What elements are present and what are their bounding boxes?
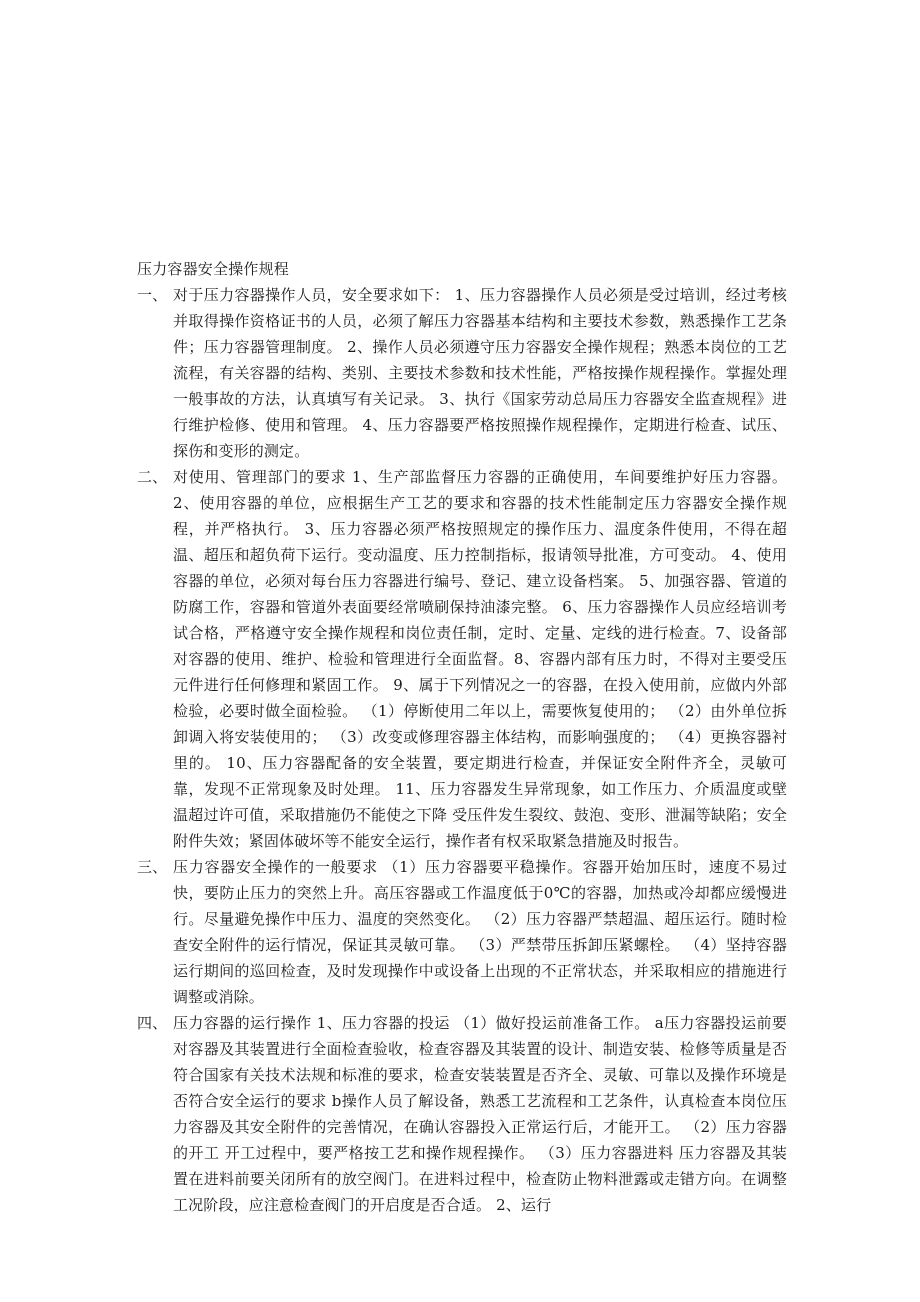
section-text: 压力容器安全操作的一般要求 （1）压力容器要平稳操作。容器开始加压时，速度不易过快，要防止压力的突然上升。高压容器或工作温度低于0℃的容器，加热或冷却都应缓慢进行。尽量避免操作中压力、温度的突然变化。 （2）压力容器严禁超温、超压运行。随时检查安全附件的运行情况，保证其灵敏可靠。 （3）严禁带压拆卸压紧螺栓。 （4）坚持容器运行期间的巡回检查，及时发现操作中或设备上出现的不正常状态，并采取相应的措施进行调整或消除。 bbox=[173, 858, 787, 1006]
section-text: 压力容器的运行操作 1、压力容器的投运 （1）做好投运前准备工作。 a压力容器投运前要对容器及其装置进行全面检查验收，检查容器及其装置的设计、制造安装、检修等质量是否符合国家有关技术法规和标准的要求，检查安装装置是否齐全、灵敏、可靠以及操作环境是否符合安全运行的要求 b操作人员了解设备，熟悉工艺流程和工艺条件，认真检查本岗位压力容器及其安全附件的完善情况，在确认容器投入正常运行后，才能开工。 （2）压力容器的开工 开工过程中，要严格按工艺和操作规程操作。 （3）压力容器进料 压力容器及其装置在进料前要关闭所有的放空阀门。在进料过程中，检查防止物料泄露或走错方向。在调整工况阶段，应注意检查阀门的开启度是否合适。 2、运行 bbox=[173, 1014, 787, 1214]
section-text: 对使用、管理部门的要求 1、生产部监督压力容器的正确使用，车间要维护好压力容器。 2、使用容器的单位，应根据生产工艺的要求和容器的技术性能制定压力容器安全操作规程，并严格执行。 3、压力容器必须严格按照规定的操作压力、温度条件使用，不得在超温、超压和超负荷下运行。变动温度、压力控制指标，报请领导批准，方可变动。 4、使用容器的单位，必须对每台压力容器进行编号、登记、建立设备档案。 5、加强容器、管道的防腐工作，容器和管道外表面要经常喷刷保持油漆完整。 6、压力容器操作人员应经培训考试合格，严格遵守安全操作规程和岗位责任制，定时、定量、定线的进行检查。7、设备部对容器的使用、维护、检验和管理进行全面监督。8、容器内部有压力时，不得对主要受压元件进行任何修理和紧固工作。 9、属于下列情况之一的容器，在投入使用前，应做内外部检验，必要时做全面检验。 （1）停断使用二年以上，需要恢复使用的； （2）由外单位拆卸调入将安装使用的； （3）改变或修理容器主体结构，而影响强度的； （4）更换容器衬里的。 10、压力容器配备的安全装置，要定期进行检查，并保证安全附件齐全，灵敏可靠，发现不正常现象及时处理。 11、压力容器发生异常现象，如工作压力、介质温度或壁温超过许可值，采取措施仍不能使之下降 受压件发生裂纹、鼓泡、变形、泄漏等缺陷；安全附件失效；紧固体破坏等不能安全运行，操作者有权采取紧急措施及时报告。 bbox=[173, 468, 787, 850]
section-number: 三、 bbox=[137, 858, 168, 876]
section-3 bbox=[137, 854, 787, 1010]
section-number: 二、 bbox=[137, 468, 168, 486]
section-1 bbox=[137, 282, 787, 464]
section-2 bbox=[137, 464, 787, 854]
document-title: 压力容器安全操作规程 bbox=[137, 260, 290, 278]
section-number: 四、 bbox=[137, 1014, 168, 1032]
section-number: 一、 bbox=[137, 286, 168, 304]
section-4 bbox=[137, 1010, 787, 1218]
document-body bbox=[137, 282, 787, 1218]
section-text: 对于压力容器操作人员，安全要求如下： 1、压力容器操作人员必须是受过培训，经过考核并取得操作资格证书的人员，必须了解压力容器基本结构和主要技术参数，熟悉操作工艺条件；压力容器管理制度。 2、操作人员必须遵守压力容器安全操作规程；熟悉本岗位的工艺流程，有关容器的结构、类别、主要技术参数和技术性能，严格按操作规程操作。掌握处理一般事故的方法，认真填写有关记录。 3、执行《国家劳动总局压力容器安全监查规程》进行维护检修、使用和管理。 4、压力容器要严格按照操作规程操作，定期进行检查、试压、探伤和变形的测定。 bbox=[173, 286, 787, 460]
